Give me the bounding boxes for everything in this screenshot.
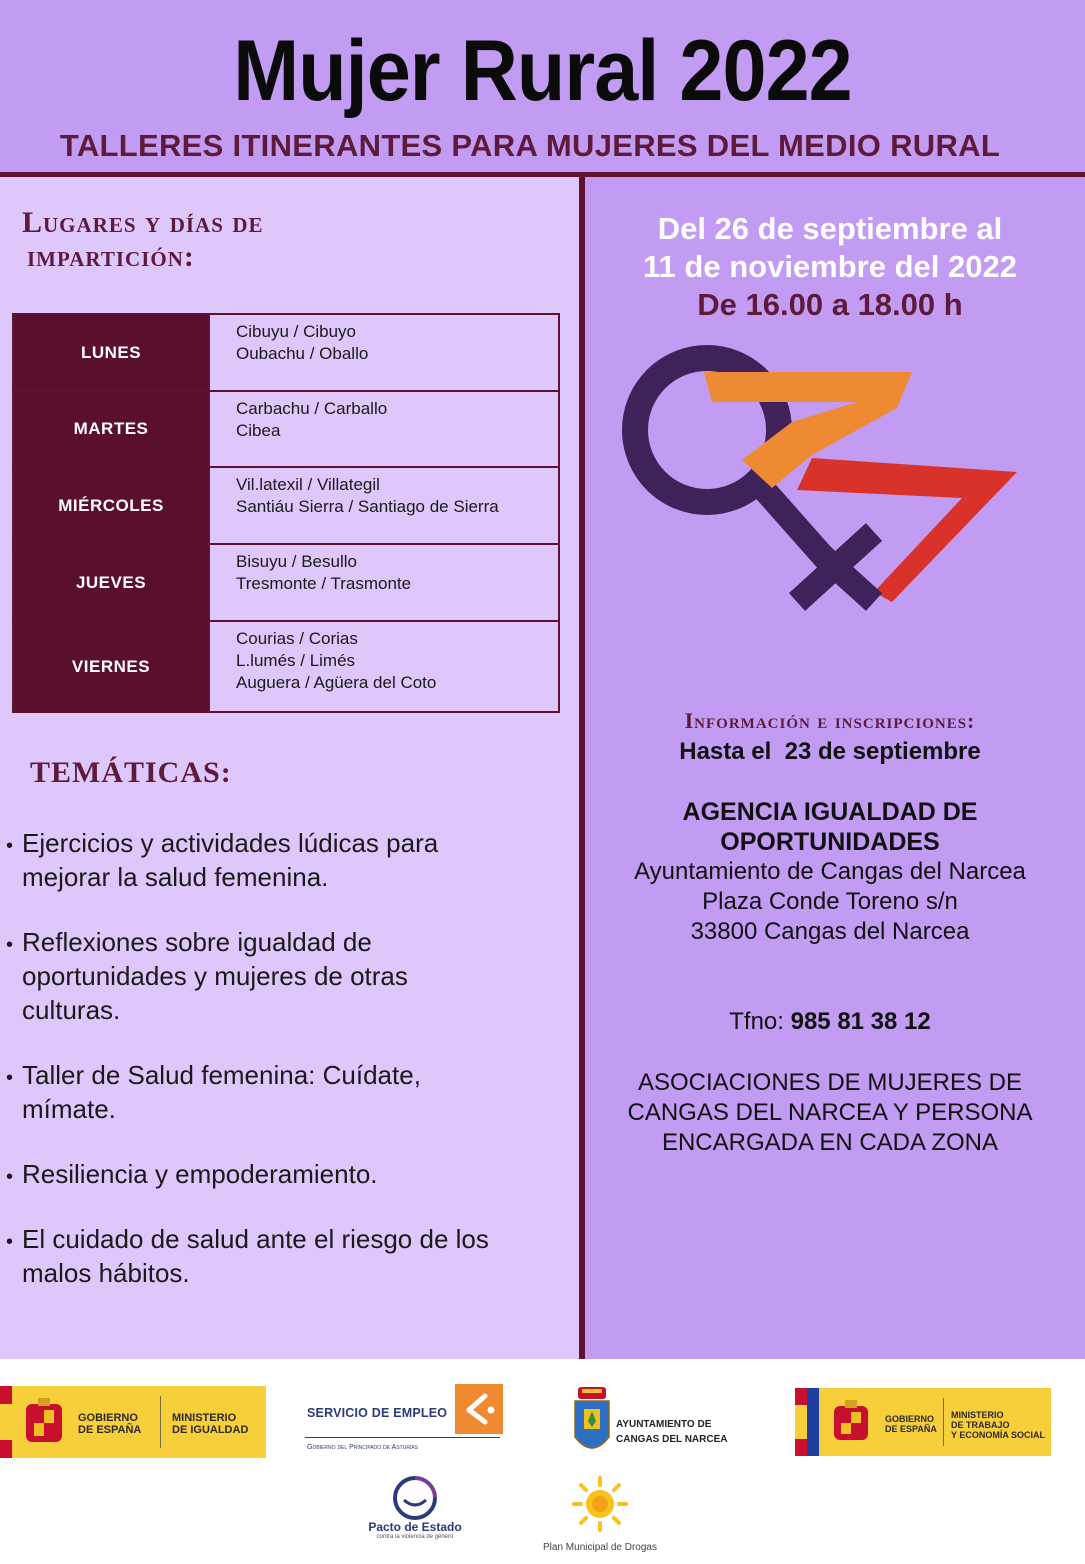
header [0, 0, 1085, 174]
schedule-day: MIÉRCOLES [14, 468, 208, 543]
date-range: Del 26 de septiembre al 11 de noviembre del 2022 [643, 211, 1017, 284]
bullet-icon: • [6, 1231, 14, 1253]
bullet-icon: • [6, 1067, 14, 1089]
gobierno-text: GOBIERNO DE ESPAÑA [885, 1414, 937, 1434]
schedule-places [210, 468, 558, 543]
schedule-table [12, 313, 560, 713]
schedule-row [14, 622, 558, 711]
place-item: Tresmonte / Trasmonte [236, 574, 412, 593]
schedule-day: MARTES [14, 392, 208, 466]
topic-item: • Resiliencia y empoderamiento. [6, 1157, 566, 1191]
ayuntamiento-text: AYUNTAMIENTO DE CANGAS DEL NARCEA [616, 1419, 728, 1445]
place-item: L.lumés / Limés [236, 651, 356, 670]
gobierno-trabajo-logo [795, 1388, 1051, 1456]
topic-item: • Reflexiones sobre igualdad de oportunidades y mujeres de otras culturas. [6, 927, 408, 1025]
coat-of-arms-icon [829, 1398, 873, 1446]
time-range: De 16.00 a 18.00 h [697, 287, 963, 322]
topic-item: • El cuidado de salud ante el riesgo de los malos hábitos. [6, 1224, 489, 1288]
themes-heading: TEMÁTICAS: [30, 756, 232, 789]
schedule-places [210, 545, 558, 620]
sun-icon [568, 1474, 632, 1534]
pacto-subtext: contra la violencia de género [376, 1534, 454, 1540]
pacto-estado-logo [360, 1474, 470, 1554]
phone-number[interactable]: 985 81 38 12 [790, 1008, 931, 1035]
schedule-day: LUNES [14, 315, 208, 390]
logo-divider [943, 1398, 944, 1446]
schedule-places [210, 622, 558, 711]
gobierno-text: GOBIERNO DE ESPAÑA [78, 1412, 142, 1436]
associations-note: ASOCIACIONES DE MUJERES DE CANGAS DEL NARCEA Y PERSONA ENCARGADA EN CADA ZONA [627, 1069, 1033, 1156]
ministerio-text: MINISTERIO DE IGUALDAD [172, 1412, 249, 1436]
servicio-empleo-logo [305, 1384, 505, 1454]
footer-logos [0, 1359, 1085, 1564]
place-item: Bisuyu / Besullo [236, 552, 357, 571]
agency-address: Ayuntamiento de Cangas del Narcea Plaza Conde Toreno s/n 33800 Cangas del Narcea [634, 858, 1026, 945]
schedule-places [210, 392, 558, 466]
place-item: Vil.latexil / Villategil [236, 475, 380, 494]
coat-of-arms-icon [20, 1396, 68, 1448]
info-heading: Información e inscripciones: [684, 708, 976, 733]
place-item: Cibea [236, 421, 281, 440]
places-heading-line1: Lugares y días de [22, 206, 264, 239]
empleo-icon [455, 1384, 503, 1434]
place-item: Carbachu / Carballo [236, 399, 388, 418]
pacto-text: Pacto de Estado [368, 1520, 462, 1534]
eu-flag-icon [807, 1388, 819, 1456]
pacto-icon [388, 1474, 442, 1520]
schedule-row [14, 392, 558, 466]
servicio-empleo-text: SERVICIO DE EMPLEO [307, 1406, 448, 1420]
place-item: Oubachu / Oballo [236, 344, 369, 363]
schedule-row [14, 545, 558, 620]
ayuntamiento-shield-icon [572, 1387, 612, 1461]
gobierno-igualdad-logo [0, 1386, 266, 1458]
schedule-day: VIERNES [14, 622, 208, 711]
ministerio-text: MINISTERIO DE TRABAJO Y ECONOMÍA SOCIAL [951, 1410, 1046, 1440]
schedule-row [14, 468, 558, 543]
spain-flag-icon [795, 1388, 807, 1456]
places-heading [22, 206, 422, 274]
topics-list [6, 826, 566, 1321]
schedule-places [210, 315, 558, 390]
principado-text: Gobierno del Principado de Asturias [307, 1444, 418, 1451]
logo-divider [160, 1396, 161, 1448]
registration-deadline: Hasta el 23 de septiembre [679, 738, 981, 765]
phone: Tfno: 985 81 38 12 [729, 1008, 931, 1035]
topic-item: • Taller de Salud femenina: Cuídate, mímate. [6, 1060, 421, 1124]
bullet-icon: • [6, 934, 14, 956]
page-subtitle: TALLERES ITINERANTES PARA MUJERES DEL MEDIO RURAL [59, 128, 1001, 163]
place-item: Cibuyu / Cibuyo [236, 322, 357, 341]
agency-name: AGENCIA IGUALDAD DE OPORTUNIDADES [682, 798, 978, 856]
plan-drogas-logo [535, 1474, 665, 1559]
bullet-icon: • [6, 1166, 14, 1188]
page-title: Mujer Rural 2022 [233, 23, 852, 119]
place-item: Santiáu Sierra / Santiago de Sierra [236, 497, 499, 516]
places-heading-line2: impartición: [27, 240, 195, 273]
female-symbol-logo [612, 340, 1032, 615]
schedule-row [14, 315, 558, 390]
ayuntamiento-logo [572, 1387, 772, 1467]
schedule-day: JUEVES [14, 545, 208, 620]
place-item: Auguera / Agüera del Coto [236, 673, 437, 692]
spain-flag-icon [0, 1386, 12, 1458]
bullet-icon: • [6, 835, 14, 857]
topic-item: • Ejercicios y actividades lúdicas para mejorar la salud femenina. [6, 828, 439, 892]
place-item: Courias / Corias [236, 629, 358, 648]
plan-drogas-text: Plan Municipal de Drogas [543, 1542, 657, 1553]
